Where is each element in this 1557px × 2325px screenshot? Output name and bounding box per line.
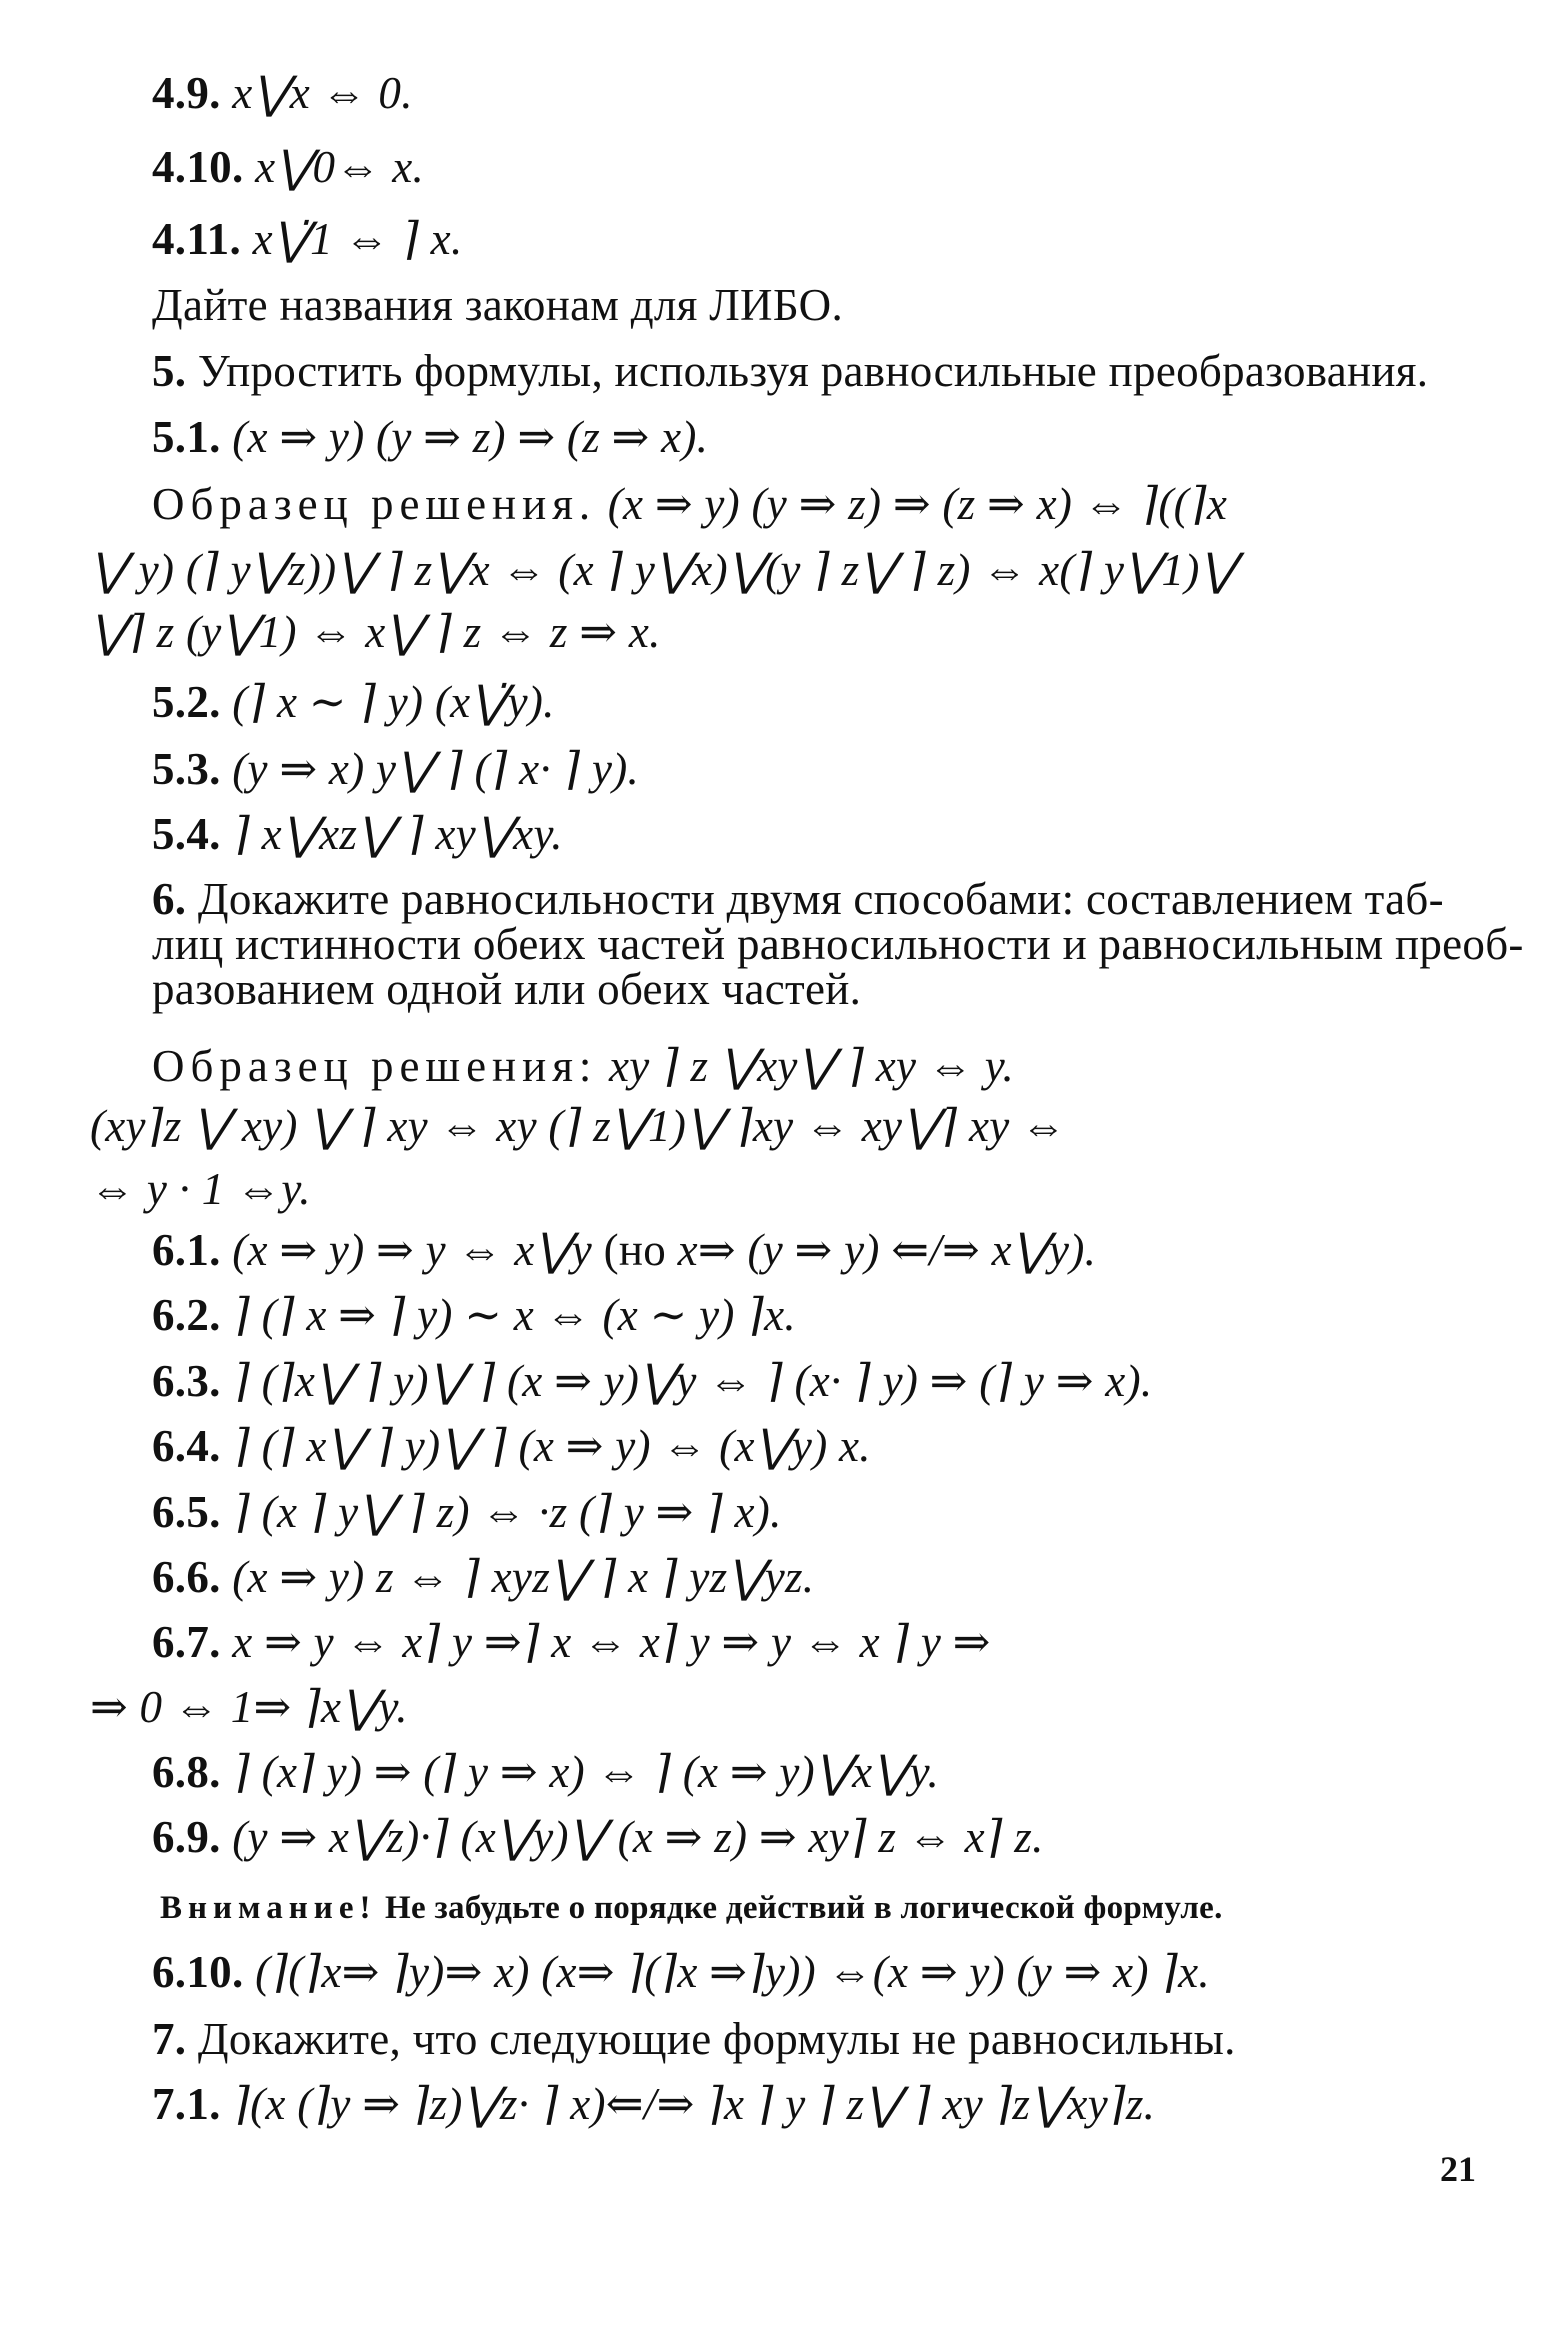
task-6-heading-line-3: разованием одной или обеих частей. (152, 964, 862, 1014)
sample-solution-2-line-3: ⇔ y · 1 ⇔y. (90, 1164, 311, 1214)
exercise-6-6: 6.6. (x ⇒ y) z ⇔ ⌉ xyz⋁ ⌉ x ⌉ yz⋁yz. (152, 1552, 815, 1602)
task-7-heading: 7. Докажите, что следующие формулы не равносильны. (152, 2014, 1236, 2064)
exercise-4-9: 4.9. x⋁x ⇔ 0. (152, 68, 413, 118)
exercise-6-4: 6.4. ⌉ (⌉ x⋁ ⌉ y)⋁ ⌉ (x ⇒ y) ⇔ (x⋁y) x. (152, 1421, 871, 1471)
exercise-4-10: 4.10. x⋁0⇔ x. (152, 142, 425, 192)
exercise-7-1: 7.1. ⌉(x (⌉y ⇒ ⌉z)⋁z· ⌉ x)⇐/⇒ ⌉x ⌉ y ⌉ z⋁ ⌉ xy ⌉z⋁xy⌉z. (152, 2079, 1156, 2129)
sample-solution-2-line-1: Образец решения: xy ⌉ z ⋁xy⋁ ⌉ xy ⇔ y. (152, 1041, 1015, 1091)
exercise-6-3: 6.3. ⌉ (⌉x⋁ ⌉ y)⋁ ⌉ (x ⇒ y)⋁y ⇔ ⌉ (x· ⌉ y) ⇒ (⌉ y ⇒ x). (152, 1356, 1153, 1406)
exercise-5-4: 5.4. ⌉ x⋁xz⋁ ⌉ xy⋁xy. (152, 809, 563, 859)
task-6-heading-line-2: лиц истинности обеих частей равносильности и равносильным преоб- (152, 919, 1524, 969)
task-5-heading: 5. Упростить формулы, используя равносильные преобразования. (152, 346, 1429, 396)
exercise-6-2: 6.2. ⌉ (⌉ x ⇒ ⌉ y) ∼ x ⇔ (x ∼ y) ⌉x. (152, 1290, 796, 1340)
sample-solution-2-line-2: (xy⌉z ⋁ xy) ⋁ ⌉ xy ⇔ xy (⌉ z⋁1)⋁ ⌉xy ⇔ xy⋁⌉ xy ⇔ (90, 1101, 1067, 1151)
exercise-6-9: 6.9. (y ⇒ x⋁z)·⌉ (x⋁y)⋁ (x ⇒ z) ⇒ xy⌉ z ⇔ x⌉ z. (152, 1812, 1044, 1862)
exercise-6-1: 6.1. (x ⇒ y) ⇒ y ⇔ x⋁y (но x⇒ (y ⇒ y) ⇐/⇒ x⋁y). (152, 1225, 1097, 1275)
sample-solution-1-line-2: ⋁ y) (⌉ y⋁z))⋁ ⌉ z⋁x ⇔ (x ⌉ y⋁x)⋁(y ⌉ z⋁ ⌉ z) ⇔ x(⌉ y⋁1)⋁ (90, 545, 1237, 595)
page-number: 21 (1440, 2149, 1476, 2189)
exercise-6-10: 6.10. (⌉(⌉x⇒ ⌉y)⇒ x) (x⇒ ⌉(⌉x ⇒⌉y)) ⇔(x ⇒ y) (y ⇒ x) ⌉x. (152, 1947, 1210, 1997)
exercise-6-7-line-1: 6.7. x ⇒ y ⇔ x⌉ y ⇒⌉ x ⇔ x⌉ y ⇒ y ⇔ x ⌉ y ⇒ (152, 1617, 991, 1667)
sample-solution-1-line-3: ⋁⌉ z (y⋁1) ⇔ x⋁ ⌉ z ⇔ z ⇒ x. (90, 607, 661, 657)
task-6-heading-line-1: 6. Докажите равносильности двумя способами: составлением таб- (152, 874, 1444, 924)
exercise-5-1: 5.1. (x ⇒ y) (y ⇒ z) ⇒ (z ⇒ x). (152, 412, 709, 462)
instruction-names: Дайте названия законам для ЛИБО. (152, 280, 844, 330)
exercise-6-7-line-2: ⇒ 0 ⇔ 1⇒ ⌉x⋁y. (90, 1682, 408, 1732)
exercise-6-5: 6.5. ⌉ (x ⌉ y⋁ ⌉ z) ⇔ ·z (⌉ y ⇒ ⌉ x). (152, 1487, 782, 1537)
exercise-6-8: 6.8. ⌉ (x⌉ y) ⇒ (⌉ y ⇒ x) ⇔ ⌉ (x ⇒ y)⋁x⋁y. (152, 1747, 939, 1797)
exercise-5-2: 5.2. (⌉ x ∼ ⌉ y) (x⋁̇y). (152, 677, 555, 727)
exercise-4-11: 4.11. x⋁̇1 ⇔ ⌉ x. (152, 214, 463, 264)
attention-note: Внимание! Не забудьте о порядке действий в логической формуле. (160, 1890, 1223, 1926)
exercise-5-3: 5.3. (y ⇒ x) y⋁ ⌉ (⌉ x· ⌉ y). (152, 744, 640, 794)
sample-solution-1-line-1: Образец решения. (x ⇒ y) (y ⇒ z) ⇒ (z ⇒ x) ⇔ ⌉((⌉x (152, 479, 1228, 529)
